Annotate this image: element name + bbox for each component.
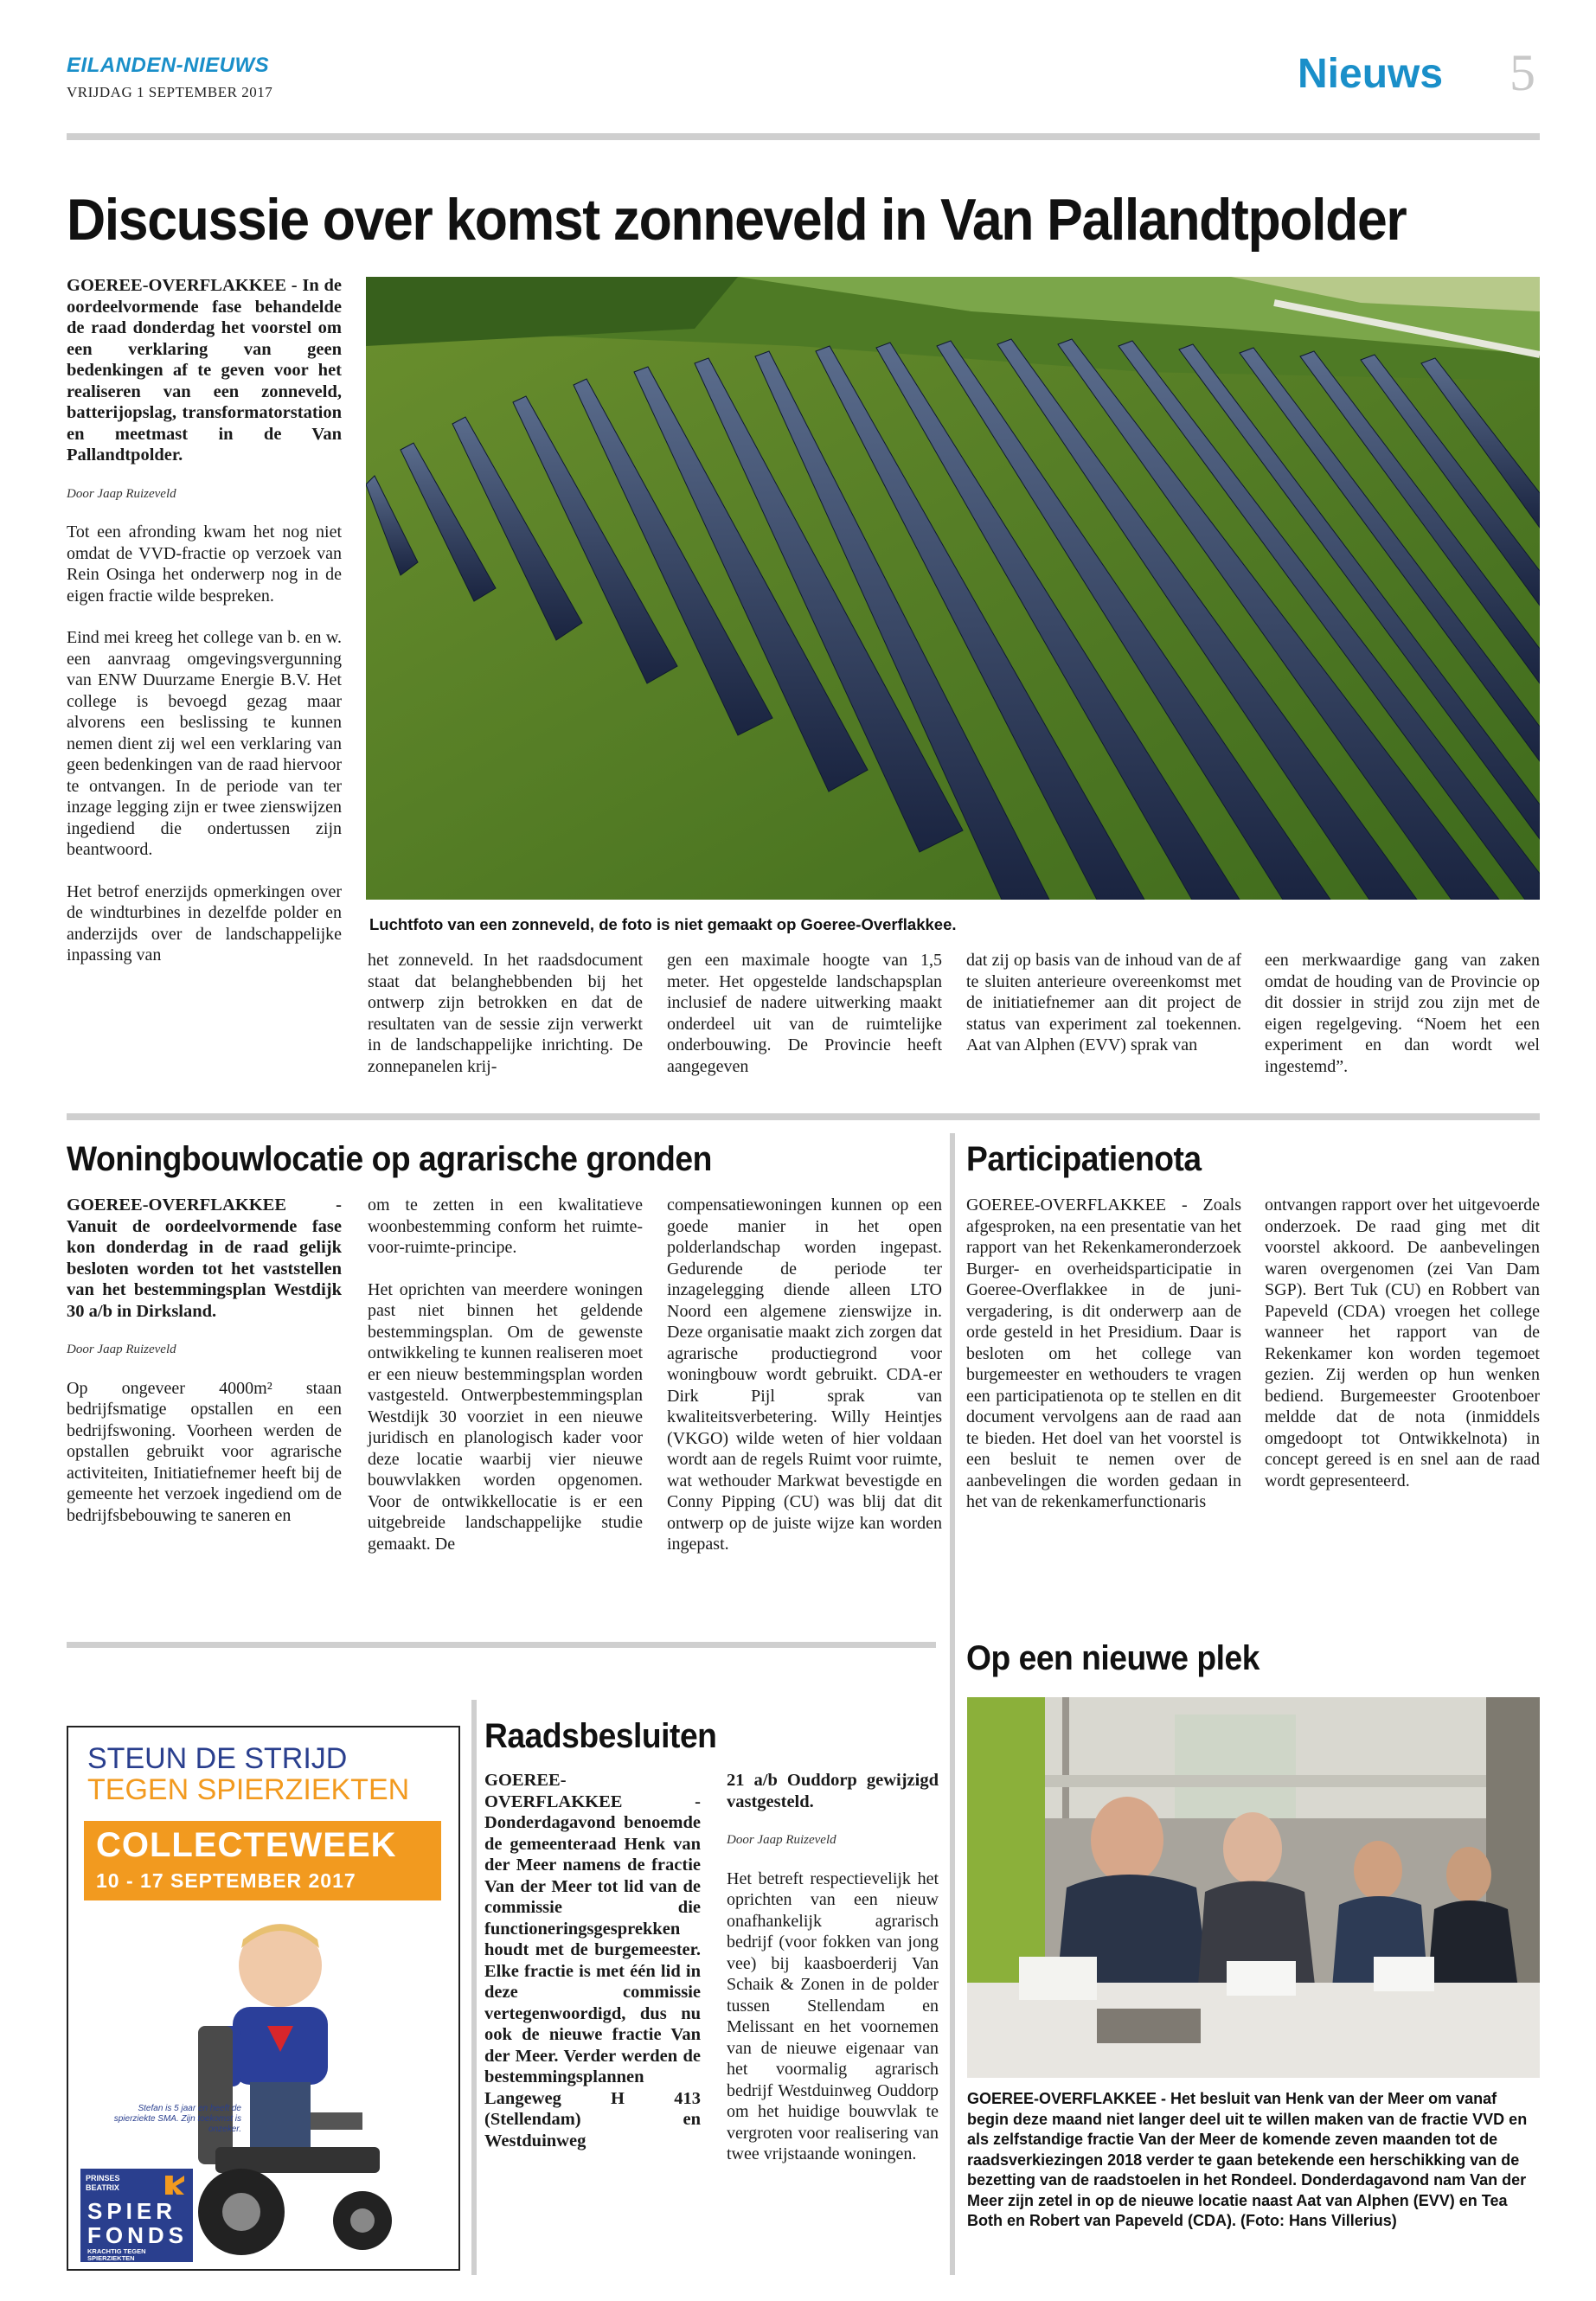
raadsbesluiten-col2	[727, 1770, 939, 2186]
main-article-paragraph: Eind mei kreeg het college van b. en w. een aanvraag omgevingsvergunning van ENW Duurzame Energie B.V. Het college is bevoegd gezag maar alvorens een beslissing te kunnen nemen dient zij wel een verklaring van geen bedenkingen van de raad hiervoor te ontvangen. In de periode van ter inzage legging zijn er twee zienswijzen ingediend die ondertussen zijn beantwoord.	[67, 628, 342, 859]
woningbouw-lead: GOEREE-OVERFLAKKEE - Vanuit de oordeelvormende fase kon donderdag in de raad gelijk besloten worden tot het vaststellen van het bestemmingsplan Westdijk 30 a/b in Dirksland.	[67, 1195, 342, 1321]
section-divider	[67, 1113, 1540, 1120]
raadsbesluiten-paragraph: Het betreft respectievelijk het oprichten van een nieuw onafhankelijk agrarisch bedrijf (voor fokken van jong vee) bij kaasboerderij Van Schaik & Zonen in de polder tussen Stellendam en Melissant en het voornemen van de nieuwe eigenaar van het voormalig agrarisch bedrijf Westduinweg Ouddorp om het huidige bouwvlak te vergroten voor realisering van twee vrijstaande woningen.	[727, 1868, 939, 2163]
council-photo-caption: GOEREE-OVERFLAKKEE - Het besluit van Henk van der Meer om vanaf begin deze maand niet langer deel uit te willen maken van de fractie VVD en als zelfstandige fractie Van der Meer de komende zeven maanden tot de raadsverkiezingen 2018 verder te gaan betekende een herschikking van de bezetting van de raadstoelen in het Rondeel. Donderdagavond nam Van der Meer zijn zetel in op de nieuwe locatie naast Aat van Alphen (EVV) en Tea Both en Robert van Papeveld (CDA). (Foto: Hans Villerius)	[967, 2090, 1528, 2229]
woningbouw-col1	[67, 1195, 342, 1547]
section-label: Nieuws	[1298, 51, 1444, 97]
main-article-col2: het zonneveld. In het raadsdocument staat dat belanghebbenden bij het ontwerp zijn betrokken en dat de resultaten van de sessie zijn verwerkt in de landschappelijke inrichting. De zonnepanelen krij-	[368, 951, 643, 1076]
ad-line1: STEUN DE STRIJD	[87, 1742, 348, 1775]
main-article-lead: GOEREE-OVERFLAKKEE - In de oordeelvormende fase behandelde de raad donderdag het voorstel om een verklaring van geen bedenkingen af te geven voor het realiseren van een zonneveld, batterijopslag, transformatorstation en meetmast in de Van Pallandtpolder.	[67, 276, 342, 465]
ad-logo-mark-icon	[165, 2176, 184, 2195]
top-divider	[67, 133, 1540, 140]
nieuwe-plek-headline: Op een nieuwe plek	[966, 1639, 1259, 1677]
woningbouw-paragraph: Op ongeveer 4000m² staan bedrijfsmatige opstallen en een bedrijfswoning. Voorheen werden de opstallen gebruikt voor agrarische activiteiten, Initiatiefnemer heeft bij de gemeente het verzoek ingediend om de bedrijfsbebouwing te saneren en	[67, 1378, 342, 1525]
raadsbesluiten-byline: Door Jaap Ruizeveld	[727, 1833, 836, 1847]
main-article-paragraph: Tot een afronding kwam het nog niet omdat de VVD-fractie op verzoek van Rein Osinga het onderwerp nog in de eigen fractie wilde bespreken.	[67, 522, 342, 606]
ad-logo-tagline: KRACHTIG TEGEN SPIERZIEKTEN	[87, 2247, 146, 2262]
woningbouw-headline: Woningbouwlocatie op agrarische gronden	[67, 1140, 712, 1178]
raadsbesluiten-lead: GOEREE-OVERFLAKKEE - Donderdagavond benoemde de gemeenteraad Henk van der Meer namens de fractie Van der Meer tot lid van de commissie die functioneringsgesprekken houdt met de burgemeester. Elke fractie is met één lid in deze commissie vertegenwoordigd, dus nu ook de nieuwe fractie Van der Meer. Verder werden de bestemmingsplannen Langeweg H 413 (Stellendam) en Westduinweg	[484, 1771, 701, 2150]
woningbouw-paragraph: Het oprichten van meerdere woningen past niet binnen het geldende bestemmingsplan. Om de gewenste ontwikkeling te kunnen realiseren moet er een nieuw bestemmingsplan worden vastgesteld. Ontwerpbestemmingsplan Westdijk 30 voorziet in een nieuwe juridisch en planologisch kader voor deze locatie waarbij vier nieuwe bouwvlakken worden opgenomen. Voor de ontwikkellocatie is er een uitgebreide landschappelijke studie gemaakt. De	[368, 1279, 643, 1554]
spierfonds-advertisement[interactable]	[67, 1726, 460, 2271]
main-photo-caption: Luchtfoto van een zonneveld, de foto is niet gemaakt op Goeree-Overflakkee.	[369, 915, 957, 933]
issue-date: VRIJDAG 1 SEPTEMBER 2017	[67, 84, 273, 100]
raadsbesluiten-lead2: 21 a/b Ouddorp gewijzigd vastgesteld.	[727, 1771, 939, 1811]
vertical-divider	[950, 1133, 955, 2275]
ad-logo-big1: SPIER	[87, 2198, 177, 2224]
participatie-col2: ontvangen rapport over het uitgevoerde onderzoek. De raad ging met dit voorstel akkoord. De aanbevelingen waren overgenomen (zei Van Dam SGP). Bert Tuk (CU) en Robbert van Papeveld (CDA) vroegen het college wanneer het rapport van de Rekenkamer kon worden tegemoet gezien. Zij werden op hun wenken bediend. Burgemeester Grootenboer meldde dat de nota (inmiddels omgedoopt tot Ontwikkelnota) in concept gereed is en snel aan de raad wordt gepresenteerd.	[1265, 1195, 1540, 1490]
ad-banner-title: COLLECTEWEEK	[96, 1826, 397, 1864]
main-article-col4: dat zij op basis van de inhoud van de af te sluiten anterieure overeenkomst met de initiatiefnemer aan dit project de status van experiment zal toekennen. Aat van Alphen (EVV) sprak van	[966, 951, 1241, 1054]
main-article-col1	[67, 275, 342, 987]
woningbouw-byline: Door Jaap Ruizeveld	[67, 1343, 176, 1356]
raadsbesluiten-col1	[484, 1770, 701, 2151]
main-article-col3: gen een maximale hoogte van 1,5 meter. Het opgestelde landschapsplan inclusief de nadere uitwerking maakt onderdeel uit van de ruimtelijke onderbouwing. De Provincie heeft aangegeven	[667, 951, 942, 1076]
ad-logo-small: PRINSES BEATRIX	[86, 2174, 120, 2192]
ad-logo-big2: FONDS	[87, 2222, 188, 2248]
main-article-byline: Door Jaap Ruizeveld	[67, 486, 176, 501]
raadsbesluiten-left-divider	[471, 1700, 477, 2275]
main-article-paragraph: Het betrof enerzijds opmerkingen over de windturbines in dezelfde polder en anderzijds over de landschappelijke inpassing van	[67, 881, 342, 965]
solar-field-photo	[366, 277, 1540, 900]
council-photo	[967, 1697, 1540, 2078]
page-number: 5	[1509, 44, 1535, 101]
raadsbesluiten-headline: Raadsbesluiten	[484, 1717, 717, 1755]
woningbouw-col2	[368, 1195, 643, 1575]
woningbouw-paragraph: om te zetten in een kwalitatieve woonbestemming conform het ruimte-voor-ruimte-principe.	[368, 1195, 643, 1257]
ad-photo-note: Stefan is 5 jaar en heeft de spierziekte SMA. Zijn toekomst is onzeker.	[113, 2104, 241, 2134]
spierfonds-logo	[80, 2169, 193, 2262]
ad-banner	[84, 1821, 441, 1900]
ad-banner-dates: 10 - 17 SEPTEMBER 2017	[96, 1869, 356, 1892]
participatie-headline: Participatienota	[966, 1140, 1202, 1178]
newspaper-logo: EILANDEN-NIEUWS	[67, 54, 270, 77]
woningbouw-bottom-divider	[67, 1642, 936, 1648]
woningbouw-col3: compensatiewoningen kunnen op een goede manier in het open polderlandschap worden ingepast. Gedurende de periode ter inzagelegging diende alleen LTO Noord een algemene zienswijze in. Deze organisatie maakt zich zorgen dat agrarische productiegrond voor woningbouw wordt gebruikt. CDA-er Dirk Pijl sprak van kwaliteitsverbetering. Willy Heintjes (VKGO) wilde weten of hier voldaan wordt aan de regels Ruimt voor ruimte, wat wethouder Markwat bevestigde en Conny Pipping (CU) was blij dat dit ontwerp op de juiste wijze kan worden ingepast.	[667, 1195, 942, 1554]
main-headline: Discussie over komst zonneveld in Van Pallandtpolder	[67, 187, 1407, 253]
ad-line2: TEGEN SPIERZIEKTEN	[87, 1773, 410, 1806]
participatie-col1: GOEREE-OVERFLAKKEE - Zoals afgesproken, na een presentatie van het rapport van het Rekenkameronderzoek Burger- en overheidsparticipatie in Goeree-Overflakkee in de juni-vergadering, is dit onderwerp aan de orde gesteld in het Presidium. Daar is besloten om het college van burgemeester en wethouders te vragen een participatienota op te stellen en dit document vervolgens aan de raad aan te bieden. Het doel van het voorstel is een besluit te nemen over de aanbevelingen die worden gedaan in het van de rekenkamerfunctionaris	[966, 1195, 1241, 1511]
main-article-col5: een merkwaardige gang van zaken omdat de houding van de Provincie op dit dossier in strijd zou zijn met de eigen regelgeving. “Noem het een experiment en dan wordt wel ingestemd”.	[1265, 951, 1540, 1076]
